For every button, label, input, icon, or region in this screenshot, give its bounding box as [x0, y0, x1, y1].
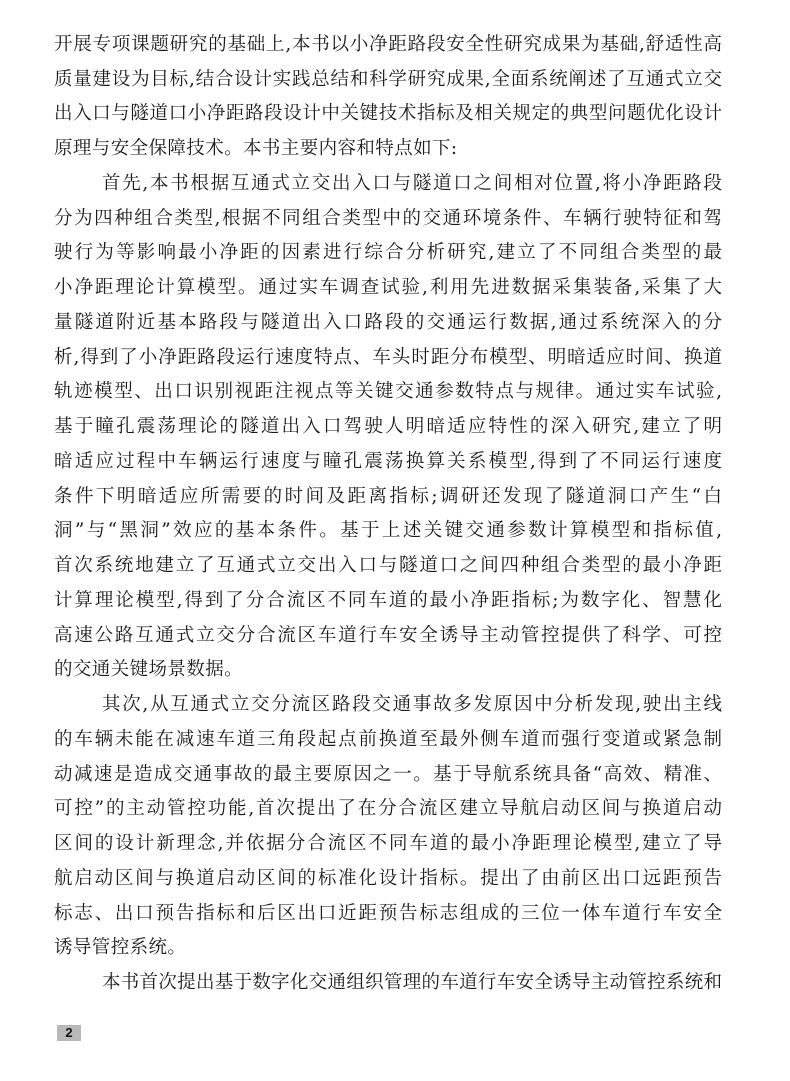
- text-line: 航启动区间与换道启动区间的标准化设计指标。提出了由前区出口远距预告: [54, 867, 722, 889]
- text-line: 质量建设为目标,结合设计实践总结和科学研究成果,全面系统阐述了互通式立交: [54, 68, 722, 90]
- text-line: 可控”的主动管控功能,首次提出了在分合流区建立导航启动区间与换道启动: [54, 798, 722, 820]
- text-line: 计算理论模型,得到了分合流区不同车道的最小净距指标;为数字化、智慧化: [54, 589, 722, 611]
- text-line: 分为四种组合类型,根据不同组合类型中的交通环境条件、车辆行驶特征和驾: [54, 207, 722, 229]
- text-line: 原理与安全保障技术。本书主要内容和特点如下:: [54, 138, 458, 160]
- text-line: 首次系统地建立了互通式立交出入口与隧道口之间四种组合类型的最小净距: [54, 555, 722, 577]
- text-line: 暗适应过程中车辆运行速度与瞳孔震荡换算关系模型,得到了不同运行速度: [54, 450, 722, 472]
- text-line: 析,得到了小净距路段运行速度特点、车头时距分布模型、明暗适应时间、换道: [54, 346, 722, 368]
- text-line: 的车辆未能在减速车道三角段起点前换道至最外侧车道而强行变道或紧急制: [54, 728, 722, 750]
- text-line: 的交通关键场景数据。: [54, 659, 244, 681]
- text-line: 其次,从互通式立交分流区路段交通事故多发原因中分析发现,驶出主线: [102, 694, 722, 716]
- text-line: 标志、出口预告指标和后区出口近距预告标志组成的三位一体车道行车安全: [54, 902, 722, 924]
- text-line: 基于瞳孔震荡理论的隧道出入口驾驶人明暗适应特性的深入研究,建立了明: [54, 416, 722, 438]
- text-line: 轨迹模型、出口识别视距注视点等关键交通参数特点与规律。通过实车试验,: [54, 381, 722, 403]
- page-number: 2: [57, 1025, 81, 1041]
- text-line: 小净距理论计算模型。通过实车调查试验,利用先进数据采集装备,采集了大: [54, 277, 722, 299]
- text-line: 动减速是造成交通事故的最主要原因之一。基于导航系统具备“高效、精准、: [54, 763, 722, 785]
- text-line: 区间的设计新理念,并依据分合流区不同车道的最小净距理论模型,建立了导: [54, 833, 722, 855]
- text-line: 高速公路互通式立交分合流区车道行车安全诱导主动管控提供了科学、可控: [54, 624, 722, 646]
- text-line: 驶行为等影响最小净距的因素进行综合分析研究,建立了不同组合类型的最: [54, 242, 722, 264]
- text-line: 出入口与隧道口小净距路段设计中关键技术指标及相关规定的典型问题优化设计: [54, 103, 722, 125]
- text-line: 量隧道附近基本路段与隧道出入口路段的交通运行数据,通过系统深入的分: [54, 311, 722, 333]
- text-line: 开展专项课题研究的基础上,本书以小净距路段安全性研究成果为基础,舒适性高: [54, 34, 722, 55]
- text-line: 条件下明暗适应所需要的时间及距离指标;调研还发现了隧道洞口产生“白: [54, 485, 722, 507]
- text-line: 首先,本书根据互通式立交出入口与隧道口之间相对位置,将小净距路段: [102, 172, 722, 194]
- text-line: 本书首次提出基于数字化交通组织管理的车道行车安全诱导主动管控系统和: [102, 971, 722, 993]
- text-line: 洞”与“黑洞”效应的基本条件。基于上述关键交通参数计算模型和指标值,: [54, 520, 722, 542]
- text-line: 诱导管控系统。: [54, 937, 187, 959]
